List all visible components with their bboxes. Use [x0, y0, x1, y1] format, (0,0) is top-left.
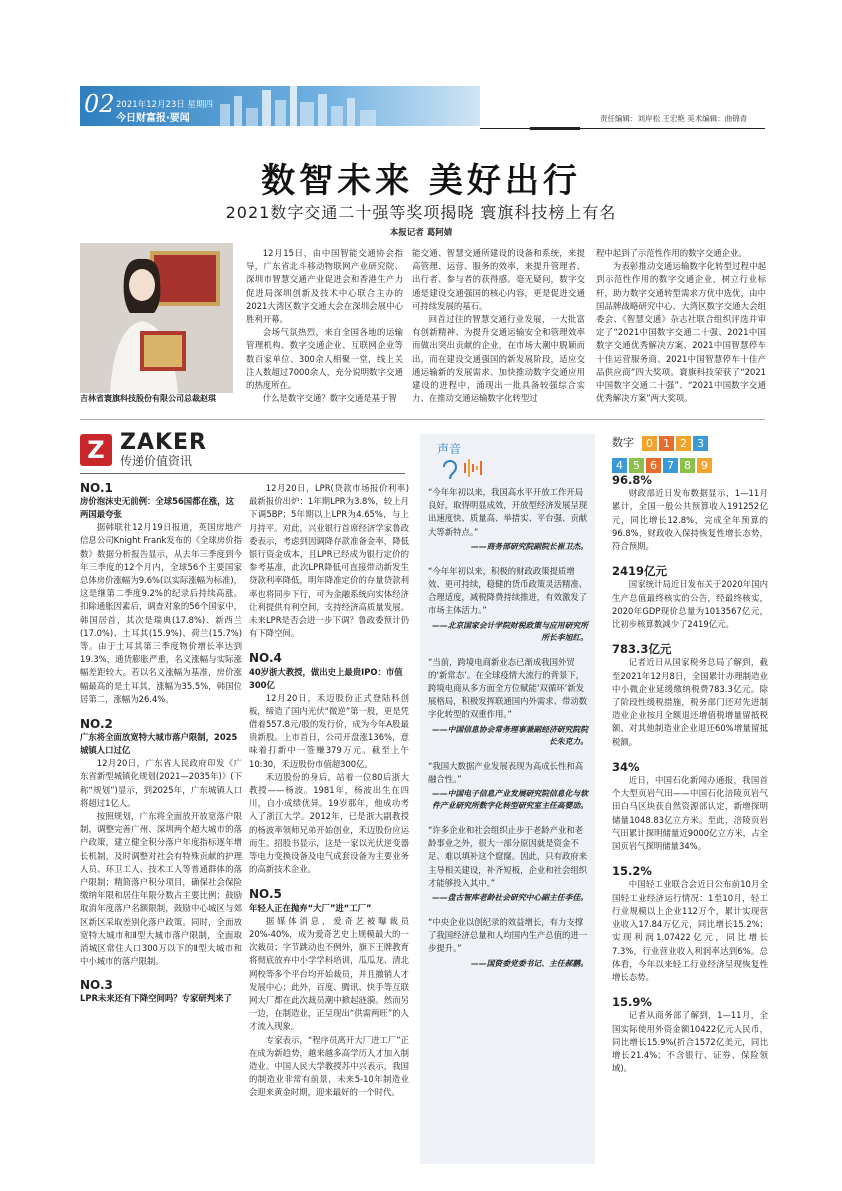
number-text: 记者近日从国家税务总局了解到，截至2021年12月8日，全国累计办理制造业中小微企业延缓缴纳税费783.3亿元。除了阶段性缓税措施，税务部门还对先进制造业企业按月全额退还增值税增量留抵税额，对其他制造业企业退还60%增量留抵税额。 — [612, 657, 768, 747]
quote-source: ——中国信息协会常务理事兼副经济研究院院长朱克力。 — [432, 724, 588, 746]
digit-tile: 2 — [676, 436, 691, 451]
quote-text: “中央企业以创纪录的效益增长，有力支撑了我国经济总量和人均国内生产总值的进一步提升。” — [428, 917, 588, 954]
item-paragraph: 12月20日，LPR(贷款市场报价利率)最新报价出炉：1年期LPR为3.8%，较上月下调5BP；5年期以上LPR为4.65%，与上月持平。对此，兴业银行首席经济学家鲁政委表示，考虑到因调降存款准备金率，降低银行资金成本，且LPR已经成为银行定价的参考基准，此次LPR降低可直接带动新发生贷款利率降低，明年降准定价的存量贷款利率也将同步下行，可为金融系统向实体经济让利提供有利空间，支持经济高质量发展。未来LPR是否会进一步下调？鲁政委预计仍有下降空间。 — [249, 483, 409, 639]
item-heading: LPR未来还有下降空间吗？专家研判来了 — [80, 992, 232, 1003]
page-number: 02 — [84, 90, 115, 118]
number-value: 15.9% — [612, 995, 652, 1010]
article-paragraph: 回首过往的智慧交通行业发展，一大批富有创新精神、为提升交通运输安全和管理效率而做出突出贡献的企业，在市场大潮中脱颖而出，而在建设交通强国的新发展阶段，适应交通运输新的发展需求、加快推动数字交通应用建设的进程中，涌现出一批具备较强综合实力、在推动交通运输数字化转型过 — [412, 314, 585, 404]
quote-source: ——国资委党委书记、主任郝鹏。 — [471, 958, 588, 968]
item-number: NO.5 — [249, 887, 282, 902]
quote-text: “今年年初以来，我国高水平开放工作开局良好，取得明显成效，开放型经济发展呈现出速度快、质量高、举措实、平台强、贡献大等新特点。” — [428, 487, 588, 537]
item-number: NO.2 — [80, 717, 113, 732]
header-date-section — [116, 99, 213, 125]
number-text: 中国轻工业联合会近日公布前10月全国轻工业经济运行情况：1至10月，轻工行业规模以上企业112万个，累计实现营业收入17.84万亿元，同比增长15.2%；实现利润1.07422亿元，同比增长7.3%，行业营业收入利润率达到6%。总体看，今年以来轻工行业经济呈现恢复性增长态势。 — [612, 879, 768, 982]
zaker-tagline: 传递价值资讯 — [120, 454, 193, 468]
article-paragraph: 会场气氛热烈，来自全国各地的运输管理机构、数字交通企业、互联网企业等数百家单位、300余人相聚一堂，线上关注人数超过7000余人，充分说明数字交通的热度所在。 — [246, 327, 403, 391]
zaker-logo-block — [80, 432, 207, 468]
item-paragraph: 12月20日，禾迈股份正式登陆科创板，缔造了国内光伏“微逆”第一股，更是凭借着557.8元/股的发行价，成为今年A股最贵新股。上市首日，公司开盘涨136%，意味着打新中一签赚379万元。截至上午10:30，禾迈股份市值超300亿。 — [249, 692, 409, 769]
number-value: 96.8% — [612, 473, 652, 487]
quote-text: “当前，跨境电商新业态已渐成我国外贸的‘新常态’。在全球疫情大流行的背景下，跨境电商从多方面全方位赋能‘双循环’新发展格局，积极发挥联通国内外需求、带动数字化转型的双重作用。” — [428, 656, 588, 720]
article-column-2 — [412, 247, 585, 405]
article-column-1 — [246, 247, 403, 405]
quote-text: “我国大数据产业发展表现为高成长性和高融合性。” — [428, 760, 584, 784]
quote-source: ——商务部研究院副院长崔卫杰。 — [471, 541, 588, 551]
zaker-rule — [80, 473, 405, 474]
header-date: 2021年12月23日 星期四 — [116, 100, 213, 110]
number-value: 34% — [612, 759, 640, 774]
digit-tile: 9 — [697, 458, 712, 473]
item-heading: 房价泡沫史无前例：全球56国都在涨，这两国最夸张 — [80, 496, 235, 520]
number-value: 15.2% — [612, 864, 652, 879]
article-paragraph: 能交通、智慧交通所建设的设备和系统，来提高管理、运营、服务的效率，来提升管理者、出行者、参与者的获得感。毫无疑问，数字交通是建设交通强国的核心内容，更是促进交通可持续发展的基石。 — [412, 248, 585, 311]
article-paragraph: 什么是数字交通？数字交通是基于智 — [262, 393, 397, 404]
quote-source: ——盘古智库老龄社会研究中心副主任李佳。 — [432, 893, 588, 903]
voices-list — [428, 486, 588, 970]
digits-row — [612, 454, 772, 473]
zaker-column-2 — [249, 482, 409, 1100]
item-number: NO.3 — [80, 977, 113, 992]
number-value: 783.3亿元 — [612, 642, 672, 657]
header-rule-thick — [530, 127, 580, 130]
numbers-label: 数字 — [612, 435, 634, 449]
digit-tile: 4 — [612, 458, 627, 473]
item-heading: 广东将全面放宽特大城市落户限制，2025城镇人口过亿 — [80, 732, 238, 756]
item-number: NO.4 — [249, 651, 282, 666]
zaker-column-1 — [80, 482, 242, 1005]
item-paragraph: 禾迈股份的身后，站着一位80后浙大教授——杨波。1981年，杨波出生在四川，自小成绩优异。19岁那年，他成功考入了浙江大学。2012年，已是浙大副教授的杨波率领师兄弟开始创业，禾迈股份应运而生。招股书显示，这是一家以光伏逆变器等电力变换设备及电气成套设备为主要业务的高新技术企业。 — [249, 771, 409, 875]
article-paragraph: 程中起到了示范性作用的数字交通企业。 — [596, 248, 747, 258]
digit-tile: 7 — [663, 458, 678, 473]
voices-label: 声音 — [437, 442, 462, 456]
number-text: 近日，中国石化新闻办通报，我国首个大型页岩气田——中国石化涪陵页岩气田白马区块获自然资源部认定，新增探明储量1048.83亿立方米。至此，涪陵页岩气田累计探明储量近9000亿立方米，占全国页岩气探明储量34%。 — [612, 775, 768, 852]
quote-source: ——中国电子信息产业发展研究院信息化与软件产业研究所数字化转型研究室主任高婴劢。 — [432, 789, 588, 811]
digit-tile: 0 — [642, 436, 657, 451]
quote-source: ——北京国家会计学院财税政策与应用研究所所长李旭红。 — [432, 620, 588, 642]
article-byline: 本报记者 葛阿婧 — [389, 228, 453, 238]
item-paragraph: 据韩联社12月19日报道，英国房地产信息公司Knight Frank发布的《全球房价指数》数据分析报告显示，从去年三季度到今年三季度的12个月内，全球56个主要国家总体房价涨幅为9.6%(以实际涨幅为标准)，这是继第二季度9.2%的纪录后持续高涨。扣除通胀因素后，调查对象的56个国家中，韩国居首，其次是瑞典(17.8%)、新西兰(17.0%)、土耳其(15.9%)、荷兰(15.7%)等。由于土耳其第三季度物价增长率达到19.3%，通货膨胀严重，名义涨幅与实际涨幅差距较大。若以名义涨幅为基准，房价涨幅最高的是土耳其，涨幅为35.5%，韩国位居第二，涨幅为26.4%。 — [80, 522, 242, 704]
item-paragraph: 专家表示，“程序员离开大厂进工厂”正在成为新趋势，越来越多高学历人才加入制造业。中国人民大学教授苏中兴表示，我国的制造业非常有前景，未来5-10年制造业会迎来黄金时期，迎来最好的一个时代。 — [249, 1034, 409, 1098]
item-paragraph: 据媒体消息，爱奇艺被曝裁员20%-40%，成为爱奇艺史上规模最大的一次裁员；字节跳动也不例外，旗下王牌教育将彻底放弃中小学学科培训，瓜瓜龙、清北网校等多个平台均开始裁员，并且撤销人才发展中心；此外，百度、腾讯、快手等互联网大厂都在此次裁员潮中掀起涟漪。然而另一边，在制造业，正呈现出“供需两旺”的人才流入现象。 — [249, 915, 409, 1032]
numbers-header — [612, 432, 772, 473]
digit-tile: 3 — [693, 436, 708, 451]
digit-tile: 8 — [680, 458, 695, 473]
zaker-logo-icon: Z — [80, 434, 112, 466]
item-heading: 年轻人正在抛弃“大厂”进“工厂” — [249, 902, 372, 913]
number-value: 2419亿元 — [612, 564, 668, 579]
zaker-logo-text: ZAKER — [120, 430, 207, 455]
number-text: 记者从商务部了解到，1—11月，全国实际使用外资金额10422亿元人民币，同比增长15.9%(折合1572亿美元，同比增长21.4%；不含银行、证券、保险领域)。 — [612, 1010, 768, 1074]
section-divider — [80, 419, 765, 420]
numbers-list — [612, 474, 768, 1075]
header-rule — [480, 128, 765, 129]
quote-text: “今年年初以来，积极的财政政策提质增效、更可持续，稳健的货币政策灵活精准、合理适度，减税降费持续推进，有效激发了市场主体活力。” — [428, 565, 588, 616]
quote-text: “许多企业和社会组织止步于老龄产业和老龄事业之外，很大一部分原因就是资金不足、难以填补这个窟窿。因此，只有政府来主导相关建设，补齐短板，企业和社会组织才能够投入其中。” — [428, 825, 588, 888]
article-column-3 — [596, 247, 766, 405]
article-title: 数智未来 美好出行 — [261, 161, 581, 201]
digit-tile: 1 — [659, 436, 674, 451]
digit-tile: 5 — [629, 458, 644, 473]
digit-tile: 6 — [646, 458, 661, 473]
article-paragraph: 为表彰推动交通运输数字化转型过程中起到示范性作用的数字交通企业，树立行业标杆，助力数字交通转型需求方优中选优，由中国品牌战略研究中心、大湾区数字交通大会组委会、《智慧交通》杂志社联合组织评选并审定了“2021中国数字交通二十强、2021中国数字交通优秀解决方案、2021中国智慧停车十佳运营服务商、2021中国智慧停车十佳产品供应商”四大奖项。寰旗科技荣获了“2021中国数字交通二十强”、“2021中国数字交通优秀解决方案”两大奖项。 — [596, 261, 766, 404]
editors-line: 责任编辑：刘岸松 王宏艳 美术编辑：曲锦青 — [600, 114, 748, 123]
item-paragraph: 12月20日，广东省人民政府印发《广东省新型城镇化规划(2021—2035年)》(下称“规划”)显示，到2025年，广东城镇人口将超过1亿人。 — [80, 758, 242, 808]
number-text: 财政部近日发布数据显示，1—11月累计，全国一般公共预算收入191252亿元，同比增长12.8%，完成全年预算的96.8%，财政收入保持恢复性增长态势，符合预期。 — [612, 488, 768, 552]
item-heading: 40岁浙大教授，做出史上最贵IPO：市值300亿 — [249, 666, 403, 690]
article-paragraph: 12月15日，由中国智能交通协会指导，广东省北斗移动物联网产业研究院、深圳市智慧交通产业促进会和香港生产力促进局深圳创新及技术中心联合主办的2021大湾区数字交通大会在深圳会展中心胜利开幕。 — [246, 248, 403, 325]
portrait-photo — [80, 243, 233, 393]
item-number: NO.1 — [80, 481, 113, 495]
city-skyline-graphic — [200, 86, 480, 126]
item-paragraph: 按照规划，广东将全面放开放宽落户限制，调整完善广州、深圳两个超大城市的落户政策，建立健全积分落户年度指标逐年增长机制，及时调整对社会有特殊贡献的护理人员、环卫工人、技术工人等普通群体的落户限制；精简落户积分项目，确保社会保险缴纳年限和居住年限分数占主要比例；鼓励取消年度落户名额限制，鼓励中心城区与郊区新区采取差别化落户政策。同时，全面放宽特大城市和Ⅱ型大城市落户限制，全面取消城区常住人口300万以下的Ⅱ型大城市和中小城市的落户限制。 — [80, 811, 242, 967]
digits-row — [642, 432, 710, 451]
number-text: 国家统计局近日发布关于2020年国内生产总值最终核实的公告，经最终核实，2020年GDP现价总量为1013567亿元，比初步核算数减少了2419亿元。 — [612, 579, 768, 630]
header-section: 今日财富报·要闻 — [116, 113, 190, 124]
article-subtitle: 2021数字交通二十强等奖项揭晓 寰旗科技榜上有名 — [225, 203, 617, 222]
photo-caption: 吉林省寰旗科技股份有限公司总裁赵琪 — [80, 394, 216, 403]
ear-soundwave-icon — [440, 455, 490, 481]
portrait-illustration — [80, 243, 233, 393]
